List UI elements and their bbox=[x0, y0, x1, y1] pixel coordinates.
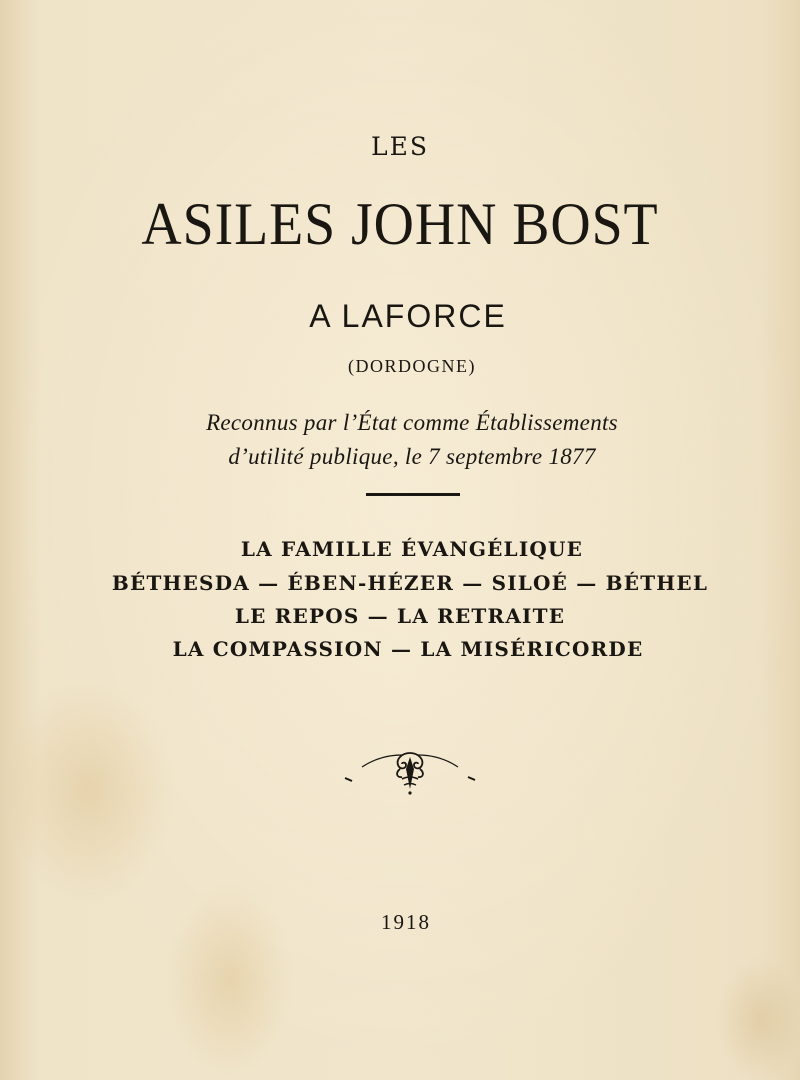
page-title: ASILES JOHN BOST bbox=[141, 191, 659, 257]
location-subtitle: A LAFORCE bbox=[309, 298, 507, 334]
title-prefix: LES bbox=[371, 132, 429, 161]
house-list-line-3: LE REPOS — LA RETRAITE bbox=[234, 604, 566, 628]
house-list-line-2: BÉTHESDA — ÉBEN-HÉZER — SILOÉ — BÉTHEL bbox=[111, 571, 709, 595]
fleuron-ornament-icon bbox=[340, 745, 480, 805]
region-label: (DORDOGNE) bbox=[348, 356, 476, 376]
house-list-line-4: LA COMPASSION — LA MISÉRICORDE bbox=[172, 637, 644, 661]
horizontal-rule bbox=[366, 493, 460, 496]
house-list-line-1: LA FAMILLE ÉVANGÉLIQUE bbox=[240, 537, 584, 561]
recognition-line-2: d’utilité publique, le 7 septembre 1877 bbox=[228, 444, 596, 469]
publication-year: 1918 bbox=[381, 910, 431, 934]
recognition-line-1: Reconnus par l’État comme Établissements bbox=[206, 410, 618, 435]
